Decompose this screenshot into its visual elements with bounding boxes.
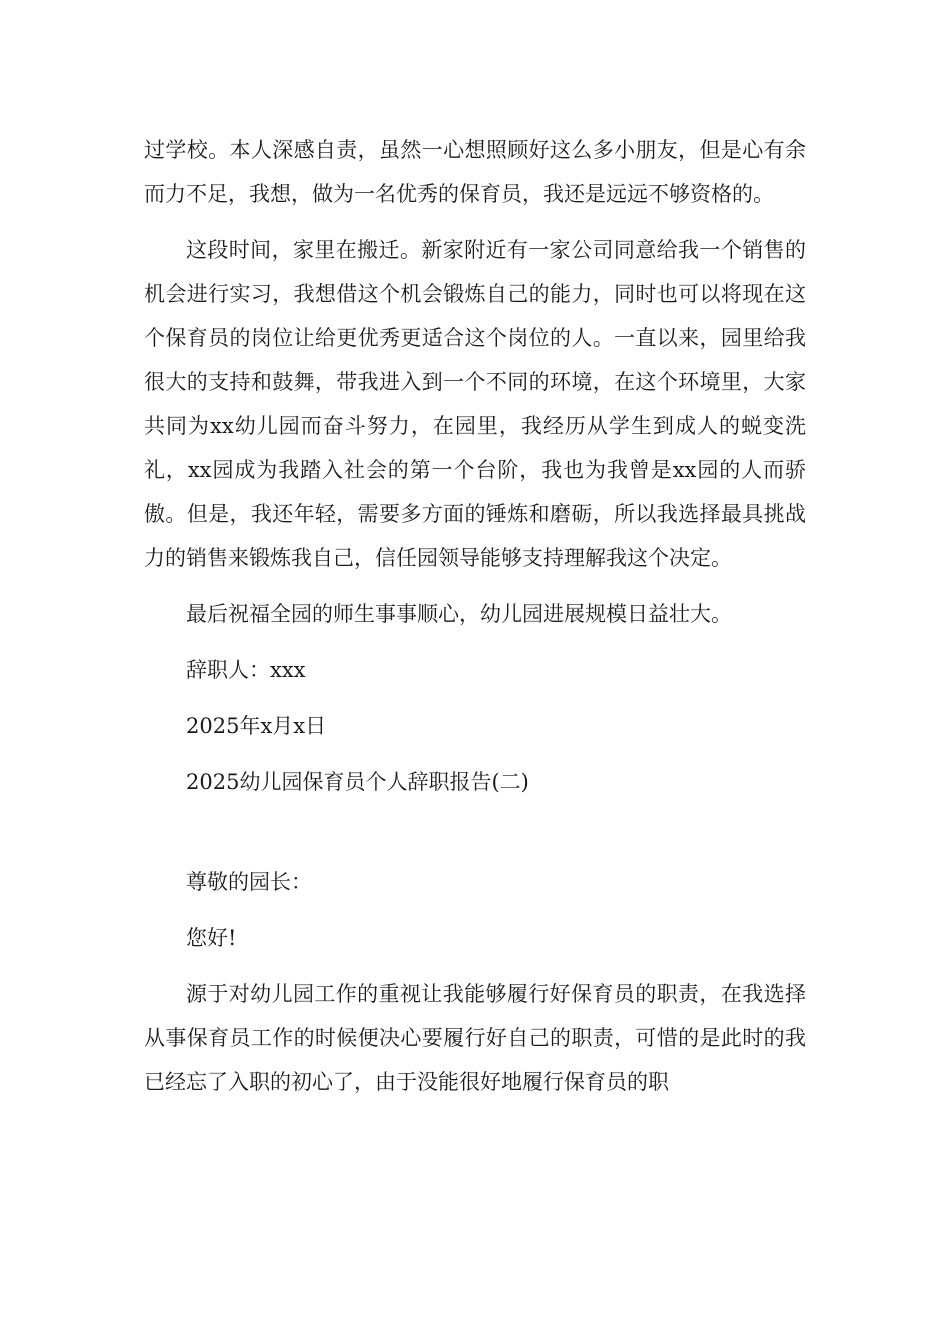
date-line: 2025年x月x日 xyxy=(186,714,327,738)
paragraph-reason: 这段时间，家里在搬迁。新家附近有一家公司同意给我一个销售的机会进行实习，我想借这个机会锻炼自己的能力，同时也可以将现在这个保育员的岗位让给更优秀更适合这个岗位的人。一直以来，园里给我很大的支持和鼓舞，带我进入到一个不同的环境，在这个环境里，大家共同为xx幼儿园而奋斗努力，在园里，我经历从学生到成人的蜕变洗礼，xx园成为我踏入社会的第一个台阶，我也为我曾是xx园的人而骄傲。但是，我还年轻，需要多方面的锤炼和磨砺，所以我选择最具挑战力的销售来锻炼我自己，信任园领导能够支持理解我这个决定。 xyxy=(144,238,806,570)
paragraph-opening: 源于对幼儿园工作的重视让我能够履行好保育员的职责，在我选择从事保育员工作的时候便决心要履行好自己的职责，可惜的是此时的我已经忘了入职的初心了，由于没能很好地履行保育员的职 xyxy=(144,982,806,1094)
greeting: 您好! xyxy=(186,926,237,950)
paragraph-continuation: 过学校。本人深感自责，虽然一心想照顾好这么多小朋友，但是心有余而力不足，我想，做为一名优秀的保育员，我还是远远不够资格的。 xyxy=(144,138,806,206)
section-title: 2025幼儿园保育员个人辞职报告(二) xyxy=(186,770,529,794)
document-body xyxy=(144,128,806,1104)
salutation: 尊敬的园长： xyxy=(186,870,312,894)
blank-line xyxy=(144,804,806,860)
signature-line: 辞职人：xxx xyxy=(186,658,306,682)
paragraph-blessing: 最后祝福全园的师生事事顺心，幼儿园进展规模日益壮大。 xyxy=(186,602,732,626)
